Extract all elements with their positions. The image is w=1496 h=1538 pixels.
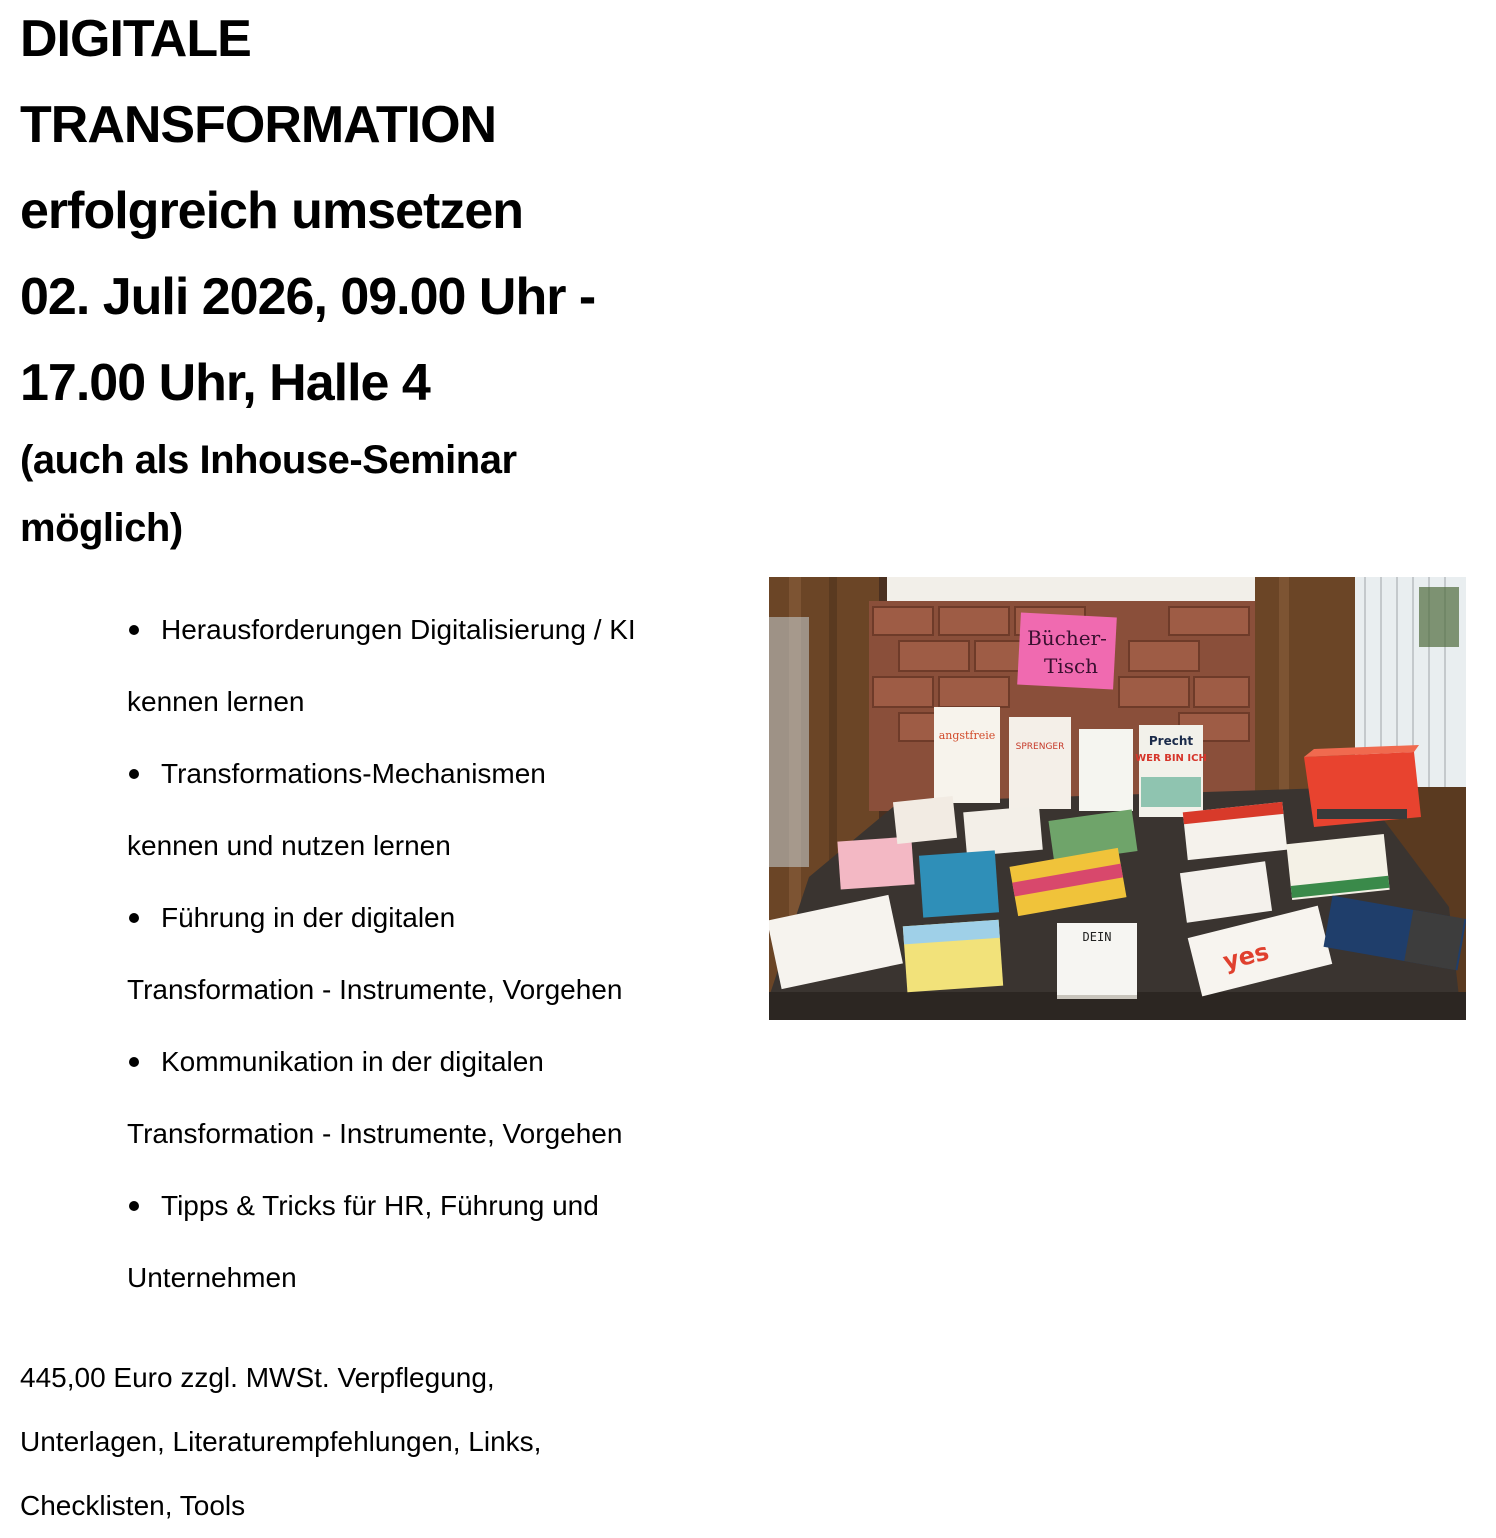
inhouse-note-line-2: möglich) [20,506,183,550]
sign-text-line-2: Tisch [1043,654,1099,678]
title-block [20,0,740,562]
title-line-2: TRANSFORMATION [20,96,497,154]
price-info [20,1346,720,1538]
price-line-3: Checklisten, Tools [20,1490,246,1521]
list-item-text: Kommunikation in der digitalen [161,1046,544,1077]
list-item-text: Unternehmen [127,1262,297,1293]
date-line-1: 02. Juli 2026, 09.00 Uhr - [20,268,596,326]
bullet-icon [129,913,139,923]
list-item-text: Führung in der digitalen [161,902,456,933]
list-item [127,882,727,1026]
list-item-text: Transformation - Instrumente, Vorgehen [127,974,623,1005]
list-item [127,1026,727,1170]
book-title-1: angstfreie [938,729,996,742]
list-item-text: Herausforderungen Digitalisierung / KI [161,614,636,645]
list-item [127,1170,727,1314]
bullet-icon [129,769,139,779]
bullet-icon [129,1201,139,1211]
title-line-3: erfolgreich umsetzen [20,182,524,240]
inhouse-note-line-1: (auch als Inhouse-Seminar [20,438,517,482]
book-title-2: SPRENGER [1015,742,1065,752]
book-table-illustration [769,577,1466,1020]
list-item-text: kennen und nutzen lernen [127,830,451,861]
list-item-text: Transformation - Instrumente, Vorgehen [127,1118,623,1149]
price-line-2: Unterlagen, Literaturempfehlungen, Links, [20,1426,542,1457]
sign-note [1017,613,1117,690]
list-item [127,738,727,882]
list-item-text: Transformations-Mechanismen [161,758,546,789]
list-item [127,594,727,738]
sign-text-line-1: Bücher- [1027,626,1107,650]
list-item-text: Tipps & Tricks für HR, Führung und [161,1190,599,1221]
price-line-1: 445,00 Euro zzgl. MWSt. Verpflegung, [20,1362,495,1393]
title-line-1: DIGITALE [20,10,251,68]
bullet-icon [129,1057,139,1067]
book-title-4: WER BIN ICH [1135,753,1207,764]
book-title-5: DEIN [1082,930,1112,944]
list-item-text: kennen lernen [127,686,305,717]
topic-list [127,594,727,1314]
book-table-photo [769,577,1466,1020]
book-title-6: yes [1220,937,1272,976]
bullet-icon [129,625,139,635]
book-title-3: Precht [1148,734,1194,748]
date-line-2: 17.00 Uhr, Halle 4 [20,354,430,412]
